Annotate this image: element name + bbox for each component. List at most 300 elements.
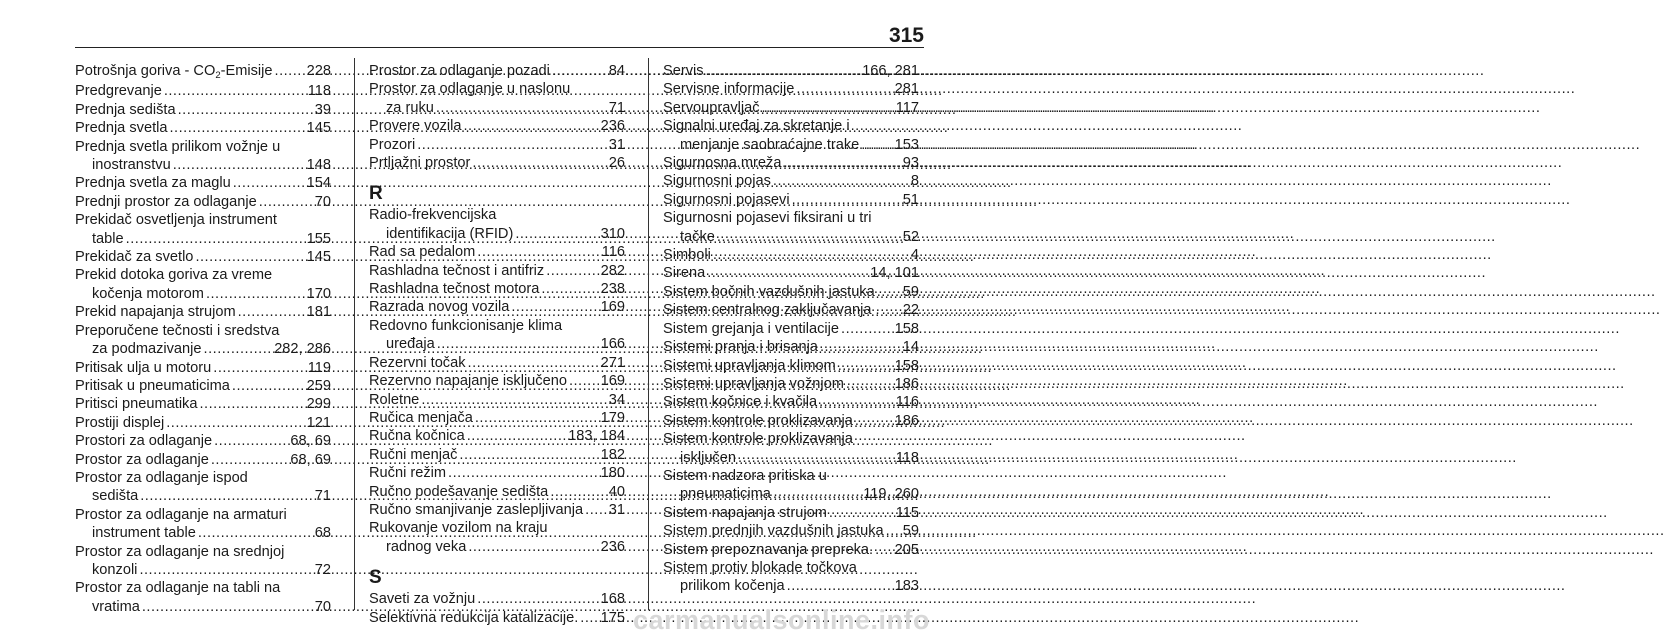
index-entry-line: [663, 99, 919, 117]
dot-leader: [436, 99, 607, 117]
index-term: vratima: [92, 598, 140, 615]
index-column-3: [663, 62, 919, 596]
index-entry-line: [663, 393, 919, 411]
index-entry: [75, 62, 331, 82]
index-term: Sistemi upravljanja vožnjom: [663, 375, 844, 392]
index-column-1: [75, 62, 331, 616]
index-entry: [663, 172, 919, 190]
index-term: inostranstvu: [92, 157, 171, 174]
index-entry: [369, 80, 625, 117]
index-entry: [663, 375, 919, 393]
page-reference: 70: [314, 193, 331, 210]
page-reference: 68, 69: [290, 451, 331, 468]
dot-leader: [169, 119, 304, 137]
index-term: Rashladna tečnost i antifriz: [369, 262, 545, 279]
index-term: Provere vozila: [369, 118, 462, 135]
index-term: Pritisak u pneumaticima: [75, 377, 230, 394]
page-reference: 68, 69: [290, 433, 331, 450]
index-entry-line: [369, 372, 625, 390]
index-entry-line: [369, 519, 625, 537]
index-entry: [663, 246, 919, 264]
dot-leader: [792, 191, 901, 209]
index-entry-line: [369, 335, 625, 353]
page-reference: 70: [314, 598, 331, 615]
page-reference: 59: [902, 523, 919, 540]
page-reference: 119, 260: [863, 486, 919, 503]
dot-leader: [552, 62, 607, 80]
index-term: Sistem kočnice i kvačila: [663, 394, 818, 411]
index-entry-line: [75, 230, 331, 248]
index-entry-line: [663, 504, 919, 522]
index-term: Ručni režim: [369, 465, 447, 482]
index-term: konzoli: [92, 561, 138, 578]
page-reference: 158: [894, 357, 919, 374]
index-entry: [369, 609, 625, 627]
index-entry: [75, 506, 331, 543]
page-reference: 71: [314, 488, 331, 505]
index-entry: [663, 357, 919, 375]
index-term: identifikacija (RFID): [386, 225, 514, 242]
dot-leader: [204, 340, 273, 358]
index-entry: [369, 262, 625, 280]
page-number: 315: [888, 24, 924, 47]
dot-leader: [126, 230, 305, 248]
index-entry-line: [369, 154, 625, 172]
index-entry-line: [369, 317, 625, 335]
index-entry: [663, 154, 919, 172]
section-letter: S: [369, 567, 382, 589]
index-entry-line: [369, 62, 625, 80]
dot-leader: [166, 414, 304, 432]
page-reference: 31: [608, 501, 625, 518]
dot-leader: [195, 248, 304, 266]
dot-leader: [477, 590, 598, 608]
page-reference: 236: [600, 538, 625, 555]
dot-leader: [846, 375, 893, 393]
index-term: Prednja svetla za maglu: [75, 175, 231, 192]
dot-leader: [468, 354, 599, 372]
page-reference: 119: [307, 359, 331, 376]
index-term: Sigurnosni pojasevi fiksirani u tri: [663, 210, 872, 227]
index-entry-line: [369, 298, 625, 316]
index-term: Pritisci pneumatika: [75, 396, 198, 413]
index-term: Prostor za odlaganje na tabli na: [75, 580, 281, 597]
page-reference: 71: [608, 99, 625, 116]
index-entry: [369, 280, 625, 298]
dot-leader: [546, 262, 598, 280]
page-reference: 40: [608, 483, 625, 500]
index-entry: [663, 522, 919, 540]
page-reference: 271: [600, 354, 625, 371]
index-entry-line: [369, 262, 625, 280]
page-reference: 170: [306, 285, 331, 302]
index-entry-line: [369, 280, 625, 298]
dot-leader: [232, 377, 305, 395]
page-reference: 4: [910, 247, 919, 264]
index-term: Ručni menjač: [369, 446, 458, 463]
index-entry: [75, 174, 331, 192]
index-term: kočenja motorom: [92, 285, 204, 302]
index-entry: [663, 117, 919, 154]
index-entry-line: [663, 449, 919, 467]
index-entry-line: [369, 501, 625, 519]
dot-leader: [550, 483, 606, 501]
index-term: Prednja svetla: [75, 120, 168, 137]
index-entry: [663, 301, 919, 319]
index-entry-line: [663, 559, 919, 577]
index-entry: [369, 154, 625, 172]
index-term: Sigurnosni pojasevi: [663, 191, 790, 208]
index-entry-line: [75, 395, 331, 413]
index-entry-line: [663, 283, 919, 301]
dot-leader: [773, 172, 909, 190]
dot-leader: [417, 136, 607, 154]
page-reference: 205: [894, 541, 919, 558]
page-reference: 183: [894, 578, 919, 595]
index-entry-line: [75, 303, 331, 321]
page-reference: 51: [902, 191, 919, 208]
dot-leader: [199, 395, 304, 413]
index-term: table: [92, 230, 124, 247]
index-entry: [75, 193, 331, 211]
index-entry-line: [369, 136, 625, 154]
index-entry-line: [75, 156, 331, 174]
page-reference: 180: [600, 465, 625, 482]
dot-leader: [580, 609, 598, 627]
index-term: Rezervni točak: [369, 354, 466, 371]
index-entry: [369, 136, 625, 154]
index-term: Sigurnosni pojas: [663, 173, 771, 190]
index-entry-line: [369, 609, 625, 627]
dot-leader: [820, 338, 901, 356]
index-entry: [369, 62, 625, 80]
dot-leader: [472, 154, 606, 172]
index-entry: [75, 82, 331, 100]
dot-leader: [569, 372, 599, 390]
index-entry-line: [75, 193, 331, 211]
index-entry-line: [75, 506, 331, 524]
index-term: Rashladna tečnost motora: [369, 281, 540, 298]
index-entry-line: [75, 524, 331, 542]
index-entry-line: [663, 191, 919, 209]
page-reference: 166, 281: [862, 63, 919, 79]
index-term: instrument table: [92, 525, 196, 542]
index-term: Preporučene tečnosti i sredstva: [75, 322, 280, 339]
index-term: Prednja sedišta: [75, 101, 176, 118]
index-term: Sistem prepoznavanja prepreka.: [663, 541, 874, 558]
index-term: tačke: [680, 228, 715, 245]
dot-leader: [882, 301, 901, 319]
index-entry-line: [663, 375, 919, 393]
page-reference: 299: [306, 396, 331, 413]
dot-leader: [459, 446, 598, 464]
page-reference: 26: [608, 155, 625, 172]
index-entry-line: [663, 467, 919, 485]
dot-leader: [829, 504, 894, 522]
index-entry-line: [75, 285, 331, 303]
page-reference: 168: [600, 591, 625, 608]
index-entry: [369, 519, 625, 556]
page-reference: 121: [306, 414, 331, 431]
page-reference: 34: [608, 391, 625, 408]
index-term: Prostor za odlaganje u naslonu: [369, 81, 571, 98]
index-entry: [369, 243, 625, 261]
dot-leader: [448, 464, 599, 482]
dot-leader: [796, 80, 892, 98]
index-entry: [75, 322, 331, 359]
index-term: Prekidač za svetlo: [75, 249, 194, 266]
index-entry: [663, 264, 919, 282]
index-entry-line: [75, 579, 331, 597]
index-entry-line: [663, 209, 919, 227]
dot-leader: [886, 522, 901, 540]
index-entry: [663, 209, 919, 246]
index-term: Prekidač osvetljenja instrument: [75, 212, 277, 229]
index-entry: [75, 119, 331, 137]
page-reference: 14: [902, 339, 919, 356]
index-term: Sistem grejanja i ventilacije: [663, 320, 840, 337]
dot-leader: [213, 359, 305, 377]
page-reference: 175: [600, 609, 625, 626]
index-entry-line: [75, 266, 331, 284]
index-entry-line: [75, 340, 331, 358]
index-term: Servoupravljač: [663, 99, 760, 116]
index-entry-line: [75, 138, 331, 156]
index-term: Saveti za vožnju: [369, 591, 476, 608]
index-term: Prostiji displej: [75, 414, 165, 431]
index-entry-line: [75, 211, 331, 229]
index-term: isključen: [680, 449, 736, 466]
index-entry: [663, 320, 919, 338]
index-entry-line: [663, 522, 919, 540]
index-entry: [663, 467, 919, 504]
index-term: Potrošnja goriva - $CO_2$-Emisije: [75, 63, 273, 81]
index-entry: [369, 464, 625, 482]
index-entry: [663, 62, 919, 80]
dot-leader: [515, 225, 598, 243]
index-term: Rad sa pedalom: [369, 244, 476, 261]
index-term: Prozori: [369, 136, 416, 153]
index-entry: [369, 354, 625, 372]
header-rule: [75, 47, 924, 48]
index-entry-line: [75, 377, 331, 395]
index-term: Prostor za odlaganje na armaturi: [75, 506, 287, 523]
page-reference: 59: [902, 283, 919, 300]
index-entry-line: [75, 359, 331, 377]
page-reference: 182: [600, 446, 625, 463]
page-reference: 84: [608, 63, 625, 79]
index-term: Razrada novog vozila: [369, 299, 510, 316]
index-term: Prednji prostor za odlaganje: [75, 193, 257, 210]
index-entry: [663, 412, 919, 430]
index-term: Sistem centralnog zaključavanja .: [663, 302, 880, 319]
index-term: Prostori za odlaganje: [75, 433, 213, 450]
page-reference: 179: [600, 409, 625, 426]
index-entry-line: [663, 577, 919, 595]
index-entry-line: [369, 538, 625, 556]
index-term: Prekid dotoka goriva za vreme: [75, 267, 273, 284]
dot-leader: [233, 174, 305, 192]
dot-leader: [467, 427, 566, 445]
page-reference: 8: [910, 173, 919, 190]
index-entry: [369, 372, 625, 390]
dot-leader: [259, 193, 313, 211]
dot-leader: [421, 391, 606, 409]
index-term: Prednja svetla prilikom vožnje u: [75, 138, 281, 155]
index-entry: [75, 543, 331, 580]
index-term: uređaja: [386, 336, 435, 353]
page-reference: 14, 101: [870, 265, 919, 282]
dot-leader: [468, 538, 598, 556]
index-entry: [75, 414, 331, 432]
index-entry-line: [369, 354, 625, 372]
page-reference: 158: [894, 320, 919, 337]
dot-leader: [738, 449, 894, 467]
index-entry-line: [663, 485, 919, 503]
dot-leader: [787, 577, 893, 595]
index-entry-line: [663, 541, 919, 559]
index-entry-line: [369, 117, 625, 135]
dot-leader: [706, 62, 861, 80]
index-term: Signalni uređaj za skretanje i: [663, 118, 850, 135]
dot-leader: [819, 393, 894, 411]
page-reference: 68: [314, 525, 331, 542]
index-entry: [663, 99, 919, 117]
page-reference: 282: [600, 262, 625, 279]
index-term: Prtljažni prostor: [369, 155, 471, 172]
page-reference: 22: [902, 302, 919, 319]
dot-leader: [139, 561, 312, 579]
index-entry: [369, 391, 625, 409]
index-term: Sigurnosna mreža: [663, 155, 782, 172]
index-term: Sistem kontrole proklizavanja: [663, 431, 853, 448]
index-term: Sistem napajanja strujom: [663, 504, 827, 521]
index-term: Radio-frekvencijska: [369, 207, 497, 224]
index-entry: [369, 590, 625, 608]
index-term: Servisne informacije: [663, 81, 795, 98]
column-divider: [354, 58, 355, 610]
index-entry-line: [75, 561, 331, 579]
dot-leader: [855, 412, 893, 430]
index-entry: [75, 266, 331, 303]
page-reference: 145: [306, 249, 331, 266]
index-term: Ručna kočnica: [369, 428, 465, 445]
page-reference: 181: [306, 304, 331, 321]
index-entry-line: [369, 590, 625, 608]
index-entry: [75, 101, 331, 119]
dot-leader: [238, 303, 305, 321]
page-reference: 183, 184: [568, 428, 625, 445]
index-term: Sistem kontrole proklizavanja: [663, 412, 853, 429]
index-term: Sistem prednjih vazdušnih jastuka: [663, 523, 884, 540]
index-column-2: [369, 62, 625, 627]
index-term: za podmazivanje: [92, 341, 202, 358]
index-entry-line: [369, 243, 625, 261]
index-entry-line: [75, 174, 331, 192]
page-reference: 116: [895, 394, 919, 411]
index-term: Redovno funkcionisanje klima: [369, 317, 563, 334]
index-term: Ručica menjača: [369, 409, 473, 426]
page-reference: 31: [608, 136, 625, 153]
index-entry-line: [663, 136, 919, 154]
index-term: Sistem nadzora pritiska u: [663, 467, 827, 484]
index-entry: [663, 80, 919, 98]
index-entry: [663, 393, 919, 411]
index-term: Roletne: [369, 391, 420, 408]
dot-leader: [164, 82, 306, 100]
dot-leader: [877, 283, 901, 301]
index-entry-line: [75, 543, 331, 561]
index-term: Prostor za odlaganje pozadi: [369, 63, 550, 79]
index-term: Prostor za odlaganje na srednjoj: [75, 543, 285, 560]
dot-leader: [713, 246, 909, 264]
dot-leader: [206, 285, 305, 303]
index-term: Sistem protiv blokade točkova: [663, 559, 857, 576]
dot-leader: [838, 357, 893, 375]
index-entry: [369, 298, 625, 316]
index-term: menjanje saobraćajne trake: [680, 136, 860, 153]
index-entry-line: [369, 206, 625, 224]
index-term: Rukovanje vozilom na kraju: [369, 520, 548, 537]
index-entry: [75, 138, 331, 175]
dot-leader: [861, 136, 892, 154]
index-entry-line: [663, 301, 919, 319]
index-entry: [75, 377, 331, 395]
index-entry: [75, 248, 331, 266]
dot-leader: [707, 264, 868, 282]
dot-leader: [475, 409, 599, 427]
index-entry-line: [75, 487, 331, 505]
index-entry: [75, 432, 331, 450]
index-entry-line: [663, 154, 919, 172]
page-reference: 118: [307, 83, 331, 100]
dot-leader: [773, 485, 861, 503]
dot-leader: [841, 320, 893, 338]
section-letter: R: [369, 183, 383, 205]
dot-leader: [717, 228, 901, 246]
index-term: Selektivna redukcija katalizacije.: [369, 609, 579, 626]
index-term: Prostor za odlaganje ispod: [75, 469, 248, 486]
dot-leader: [178, 101, 313, 119]
index-entry: [75, 395, 331, 413]
index-entry-line: [663, 264, 919, 282]
index-entry-line: [663, 357, 919, 375]
dot-leader: [541, 280, 598, 298]
page-reference: 153: [894, 136, 919, 153]
page-reference: 169: [600, 299, 625, 316]
dot-leader: [585, 501, 607, 519]
index-entry: [75, 211, 331, 248]
index-entry: [369, 206, 625, 243]
index-entry-line: [369, 483, 625, 501]
page-reference: 281: [894, 81, 919, 98]
index-entry: [663, 191, 919, 209]
index-entry: [75, 469, 331, 506]
page-reference: 282, 286: [274, 341, 331, 358]
index-entry-line: [75, 322, 331, 340]
index-entry: [369, 501, 625, 519]
index-entry-line: [663, 338, 919, 356]
index-term: Sirena: [663, 265, 706, 282]
page-reference: 236: [600, 118, 625, 135]
index-term: Ručno podešavanje sedišta: [369, 483, 549, 500]
index-term: radnog veka: [386, 538, 467, 555]
page-reference: 186: [894, 412, 919, 429]
dot-leader: [463, 117, 598, 135]
index-entry-line: [75, 432, 331, 450]
index-term: sedišta: [92, 488, 139, 505]
index-entry-line: [369, 80, 625, 98]
